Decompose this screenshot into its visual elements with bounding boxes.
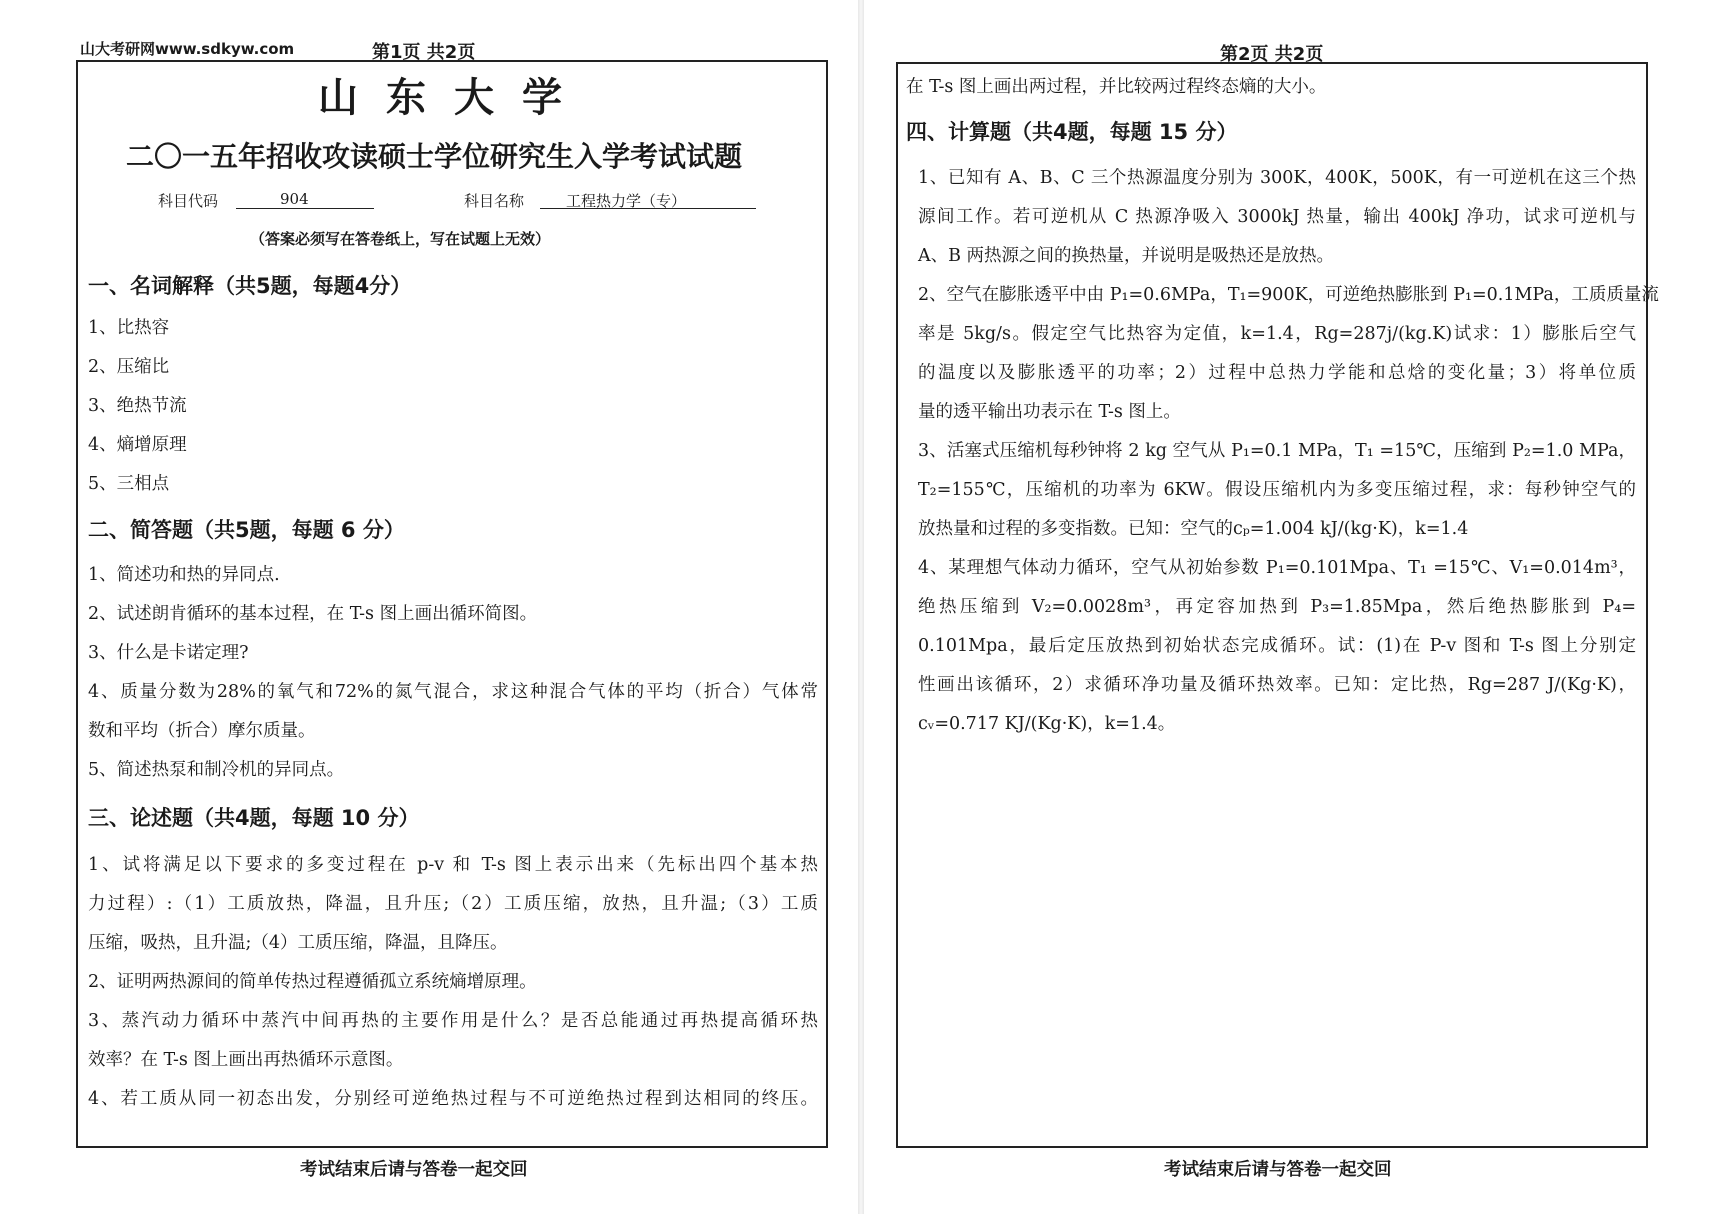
q1-5: 5、三相点 [88, 474, 170, 494]
q2-4-line-1: 4、质量分数为28%的氧气和72%的氮气混合，求这种混合气体的平均（折合）气体常 [88, 682, 818, 702]
section-2-heading: 二、简答题（共5题，每题 6 分） [88, 518, 405, 542]
answer-notice: （答案必须写在答卷纸上，写在试题上无效） [250, 230, 551, 248]
q3-4-line-2: 在 T-s 图上画出两过程，并比较两过程终态熵的大小。 [906, 77, 1327, 97]
q1-4: 4、熵增原理 [88, 435, 187, 455]
q4-3-line-1: 3、活塞式压缩机每秒钟将 2 kg 空气从 P₁=0.1 MPa，T₁ =15℃，压缩到 P₂=1.0 MPa， [918, 441, 1636, 461]
subject-code-underline [236, 208, 374, 209]
q4-2-line-3: 的温度以及膨胀透平的功率；2）过程中总热力学能和总焓的变化量；3）将单位质 [918, 363, 1636, 383]
q4-3-line-3: 放热量和过程的多变指数。已知：空气的cₚ=1.004 kJ/(kg·K)，k=1.4 [918, 519, 1469, 539]
q2-1: 1、简述功和热的异同点. [88, 565, 280, 585]
q4-1-line-3: A、B 两热源之间的换热量，并说明是吸热还是放热。 [918, 246, 1335, 266]
q4-4-line-2: 绝热压缩到 V₂=0.0028m³，再定容加热到 P₃=1.85Mpa，然后绝热膨胀到 P₄= [918, 597, 1636, 617]
q1-1: 1、比热容 [88, 318, 170, 338]
site-watermark: 山大考研网www.sdkyw.com [80, 40, 295, 58]
q4-2-line-2: 率是 5kg/s。假定空气比热容为定值，k=1.4，Rg=287j/(kg.K)试求：1）膨胀后空气 [918, 324, 1636, 344]
exam-title: 二〇一五年招收攻读硕士学位研究生入学考试试题 [126, 140, 743, 173]
q4-4-line-1: 4、某理想气体动力循环，空气从初始参数 P₁=0.101Mpa、T₁ =15℃、V₁=0.014m³， [918, 558, 1636, 578]
q1-3: 3、绝热节流 [88, 396, 187, 416]
footer-right: 考试结束后请与答卷一起交回 [1164, 1160, 1392, 1180]
q3-3-line-2: 效率？在 T-s 图上画出再热循环示意图。 [88, 1050, 404, 1070]
subject-name-label: 科目名称 [464, 192, 525, 210]
subject-code-label: 科目代码 [158, 192, 219, 210]
q4-2-line-4: 量的透平输出功表示在 T-s 图上。 [918, 402, 1181, 422]
page-number-right: 第2页 共2页 [1220, 44, 1324, 65]
page-spine [858, 0, 864, 1214]
section-3-heading: 三、论述题（共4题，每题 10 分） [88, 806, 420, 830]
q4-1-line-1: 1、已知有 A、B、C 三个热源温度分别为 300K，400K，500K，有一可逆机在这三个热 [918, 168, 1636, 188]
subject-name: 工程热力学（专） [566, 192, 687, 210]
q3-2: 2、证明两热源间的简单传热过程遵循孤立系统熵增原理。 [88, 972, 537, 992]
section-4-heading: 四、计算题（共4题，每题 15 分） [906, 120, 1238, 144]
subject-code: 904 [280, 190, 309, 208]
q2-2: 2、试述朗肯循环的基本过程，在 T-s 图上画出循环简图。 [88, 604, 538, 624]
q3-3-line-1: 3、蒸汽动力循环中蒸汽中间再热的主要作用是什么？是否总能通过再热提高循环热 [88, 1011, 818, 1031]
q3-1-line-2: 力过程）:（1）工质放热，降温，且升压;（2）工质压缩，放热，且升温;（3）工质 [88, 894, 818, 914]
university-name: 山东大学 [318, 75, 590, 121]
q2-4-line-2: 数和平均（折合）摩尔质量。 [88, 721, 316, 741]
q2-3: 3、什么是卡诺定理? [88, 643, 249, 663]
footer-left: 考试结束后请与答卷一起交回 [300, 1160, 528, 1180]
q4-4-line-4: 性画出该循环，2）求循环净功量及循环热效率。已知：定比热，Rg=287 J/(Kg·K)， [918, 675, 1636, 695]
q4-3-line-2: T₂=155℃，压缩机的功率为 6KW。假设压缩机内为多变压缩过程，求：每秒钟空气的 [918, 480, 1636, 500]
q2-5: 5、简述热泵和制冷机的异同点。 [88, 760, 345, 780]
page-number-left: 第1页 共2页 [372, 42, 476, 63]
q4-2-line-1: 2、空气在膨胀透平中由 P₁=0.6MPa，T₁=900K，可逆绝热膨胀到 P₁=0.1MPa，工质质量流 [918, 285, 1659, 305]
section-1-heading: 一、名词解释（共5题，每题4分） [88, 274, 412, 298]
q3-1-line-3: 压缩，吸热，且升温;（4）工质压缩，降温，且降压。 [88, 933, 508, 953]
q3-4-line-1: 4、若工质从同一初态出发，分别经可逆绝热过程与不可逆绝热过程到达相同的终压。 [88, 1089, 818, 1109]
q1-2: 2、压缩比 [88, 357, 170, 377]
q4-1-line-2: 源间工作。若可逆机从 C 热源净吸入 3000kJ 热量，输出 400kJ 净功，试求可逆机与 [918, 207, 1636, 227]
q4-4-line-3: 0.101Mpa，最后定压放热到初始状态完成循环。试：(1)在 P-v 图和 T-s 图上分别定 [918, 636, 1636, 656]
q4-4-line-5: cᵥ=0.717 KJ/(Kg·K)，k=1.4。 [918, 714, 1176, 734]
q3-1-line-1: 1、试将满足以下要求的多变过程在 p-v 和 T-s 图上表示出来（先标出四个基本热 [88, 855, 818, 875]
